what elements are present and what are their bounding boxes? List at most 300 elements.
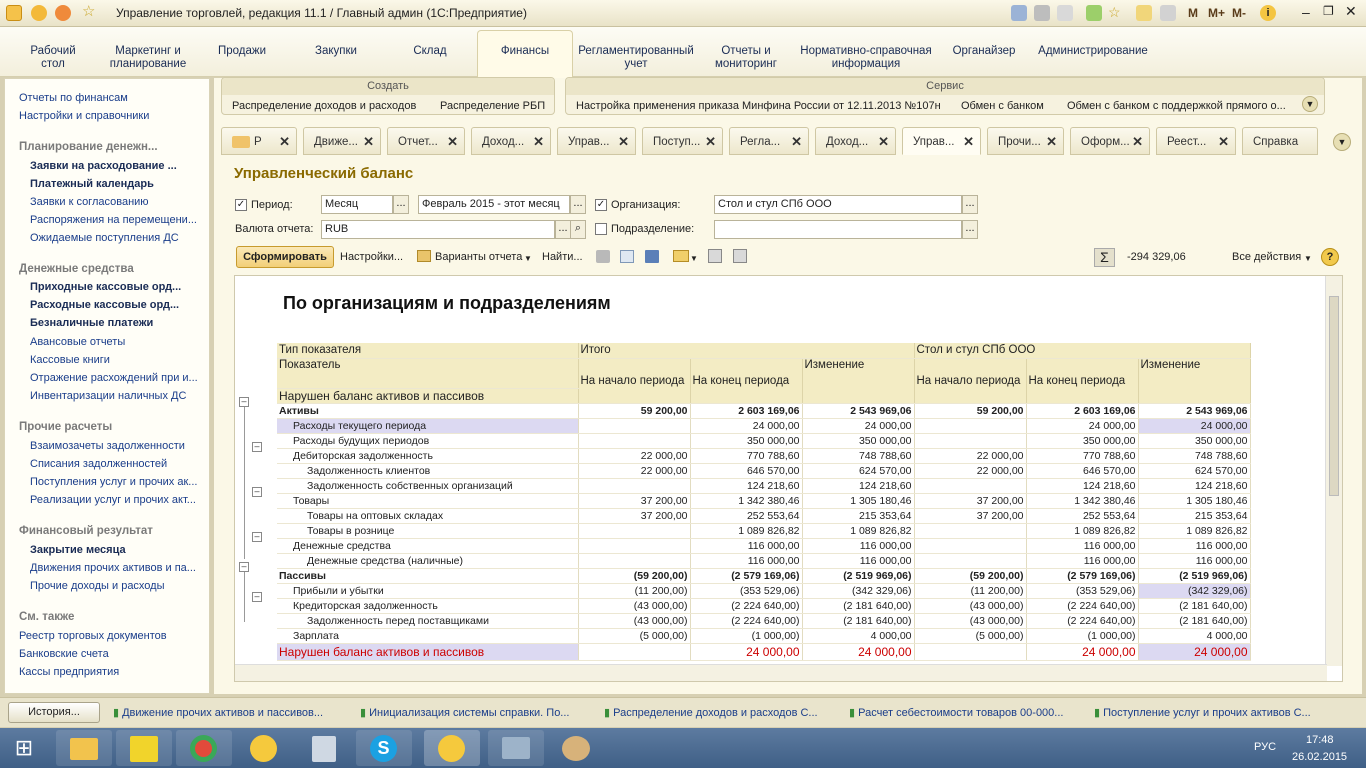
report-spreadsheet[interactable] bbox=[234, 275, 1343, 682]
preview-icon[interactable] bbox=[1057, 5, 1073, 21]
cell bbox=[914, 643, 1026, 660]
tree-line bbox=[244, 572, 245, 622]
close-tab-icon[interactable]: ✕ bbox=[1132, 134, 1143, 149]
table-row bbox=[277, 598, 1250, 613]
sidebar-item[interactable]: Ожидаемые поступления ДС bbox=[30, 232, 179, 244]
report-variants-button[interactable]: Варианты отчета bbox=[435, 251, 523, 263]
period-range-field[interactable]: Февраль 2015 - этот месяц bbox=[418, 195, 570, 214]
settings-button[interactable]: Настройки... bbox=[340, 251, 404, 263]
sidebar-item[interactable]: Движения прочих активов и па... bbox=[30, 562, 196, 574]
section-organizer[interactable]: Органайзер bbox=[952, 45, 1016, 57]
navigation-sidebar bbox=[4, 78, 210, 694]
cell: 124 218,60 bbox=[1026, 478, 1138, 493]
tab[interactable]: Оформ... ✕ bbox=[1070, 127, 1150, 155]
sidebar-item[interactable]: Приходные кассовые орд... bbox=[30, 281, 182, 293]
clock-time[interactable]: 17:48 bbox=[1306, 734, 1334, 746]
sidebar-item[interactable]: Списания задолженностей bbox=[30, 458, 168, 470]
expand-groups-icon[interactable] bbox=[708, 249, 722, 263]
sum-icon[interactable]: Σ bbox=[1094, 248, 1115, 267]
header-cell: Изменение bbox=[802, 358, 914, 403]
header-cell: Изменение bbox=[1138, 358, 1250, 403]
sections-panel bbox=[0, 27, 1366, 77]
all-actions-button[interactable]: Все действия bbox=[1232, 251, 1302, 263]
table-row bbox=[277, 403, 1250, 418]
report-variants-icon bbox=[417, 250, 431, 262]
sidebar-item[interactable]: Отчеты по финансам bbox=[19, 92, 128, 104]
service-link[interactable]: Обмен с банком с поддержкой прямого о... bbox=[1067, 100, 1286, 112]
create-panel bbox=[221, 77, 555, 115]
table-row bbox=[277, 613, 1250, 628]
cell: Активы bbox=[277, 403, 578, 418]
tabs-chevron-down-icon[interactable]: ▼ bbox=[1333, 133, 1351, 151]
close-icon[interactable]: ✕ bbox=[1345, 3, 1357, 19]
cell bbox=[914, 433, 1026, 448]
open-window-item[interactable]: ▮ Распределение доходов и расходов С... bbox=[604, 707, 818, 719]
1c-app-icon[interactable] bbox=[236, 730, 292, 766]
history-button[interactable]: История... bbox=[8, 702, 100, 723]
organization-select-button[interactable]: ... bbox=[962, 195, 978, 214]
collapse-group-icon[interactable]: – bbox=[239, 397, 249, 407]
cell: 24 000,00 bbox=[802, 643, 914, 660]
close-tab-icon[interactable]: ✕ bbox=[279, 134, 290, 149]
sidebar-item[interactable]: Взаимозачеты задолженности bbox=[30, 440, 185, 452]
document-icon: ▮ bbox=[604, 707, 614, 719]
cell: Кредиторская задолженность bbox=[277, 598, 578, 613]
tab[interactable]: Справка bbox=[1242, 127, 1318, 155]
generate-report-button[interactable]: Сформировать bbox=[236, 246, 334, 268]
cell: 37 200,00 bbox=[578, 493, 690, 508]
cell: 37 200,00 bbox=[578, 508, 690, 523]
section-sales[interactable]: Продажи bbox=[217, 45, 267, 57]
chevron-down-icon[interactable]: ▼ bbox=[690, 254, 698, 263]
cell bbox=[914, 538, 1026, 553]
cell: Денежные средства bbox=[277, 538, 578, 553]
subdivision-label: Подразделение: bbox=[611, 223, 695, 235]
cell bbox=[578, 643, 690, 660]
cell: (2 181 640,00) bbox=[802, 613, 914, 628]
cell: 1 342 380,46 bbox=[1026, 493, 1138, 508]
find-button[interactable]: Найти... bbox=[542, 251, 583, 263]
maximize-icon[interactable]: ❐ bbox=[1323, 4, 1334, 18]
cell: 2 543 969,06 bbox=[1138, 403, 1250, 418]
scroll-thumb[interactable] bbox=[1329, 296, 1339, 496]
cell: (59 200,00) bbox=[914, 568, 1026, 583]
vertical-scrollbar[interactable] bbox=[1325, 276, 1342, 666]
sidebar-item[interactable]: Закрытие месяца bbox=[30, 544, 126, 556]
section-finance[interactable]: Финансы bbox=[477, 30, 573, 78]
sidebar-item[interactable]: Распоряжения на перемещени... bbox=[30, 214, 197, 226]
chevron-down-icon[interactable]: ▼ bbox=[1304, 254, 1312, 263]
cell: (2 224 640,00) bbox=[1026, 613, 1138, 628]
cell: Расходы текущего периода bbox=[277, 418, 578, 433]
header-cell: На начало периода bbox=[914, 358, 1026, 403]
tab[interactable]: Доход... ✕ bbox=[471, 127, 551, 155]
open-window-item[interactable]: ▮ Расчет себестоимости товаров 00-000... bbox=[849, 707, 1064, 719]
bookmark-star-icon[interactable]: ☆ bbox=[1108, 4, 1121, 20]
cell: Товары в рознице bbox=[277, 523, 578, 538]
sidebar-item[interactable]: Платежный календарь bbox=[30, 178, 154, 190]
cell: 1 305 180,46 bbox=[802, 493, 914, 508]
language-indicator[interactable]: РУС bbox=[1254, 741, 1277, 753]
cell bbox=[578, 523, 690, 538]
header-cell: На конец периода bbox=[1026, 358, 1138, 403]
windows-start-icon[interactable]: ⊞ bbox=[14, 735, 34, 760]
file-explorer-icon[interactable] bbox=[56, 730, 112, 766]
cell: Пассивы bbox=[277, 568, 578, 583]
open-window-item[interactable]: ▮ Инициализация системы справки. По... bbox=[360, 707, 570, 719]
cell: (2 224 640,00) bbox=[1026, 598, 1138, 613]
service-link[interactable]: Обмен с банком bbox=[961, 100, 1044, 112]
cell: (2 579 169,06) bbox=[1026, 568, 1138, 583]
create-rbp-link[interactable]: Распределение РБП bbox=[440, 100, 546, 112]
sidebar-item[interactable]: Банковские счета bbox=[19, 648, 109, 660]
window-title: Управление торговлей, редакция 11.1 / Главный админ (1С:Предприятие) bbox=[116, 6, 527, 20]
cell: (1 000,00) bbox=[690, 628, 802, 643]
sidebar-item[interactable]: Кассы предприятия bbox=[19, 666, 120, 678]
close-tab-icon[interactable]: ✕ bbox=[878, 134, 889, 149]
cell: (2 579 169,06) bbox=[690, 568, 802, 583]
service-panel bbox=[565, 77, 1325, 115]
tab[interactable]: Отчет... ✕ bbox=[387, 127, 465, 155]
calculator-app-icon[interactable] bbox=[296, 730, 352, 766]
period-type-select-button[interactable]: ... bbox=[393, 195, 409, 214]
close-tab-icon[interactable]: ✕ bbox=[963, 134, 974, 149]
currency-field[interactable]: RUB bbox=[321, 220, 555, 239]
organization-checkbox[interactable]: ✓ bbox=[596, 199, 606, 210]
tab[interactable]: Реест... ✕ bbox=[1156, 127, 1236, 155]
cell: 2 603 169,06 bbox=[690, 403, 802, 418]
collapse-group-icon[interactable]: – bbox=[252, 442, 262, 452]
cell: Задолженность собственных организаций bbox=[277, 478, 578, 493]
cell: 116 000,00 bbox=[690, 553, 802, 568]
document-icon: ▮ bbox=[360, 707, 370, 719]
cell: 59 200,00 bbox=[914, 403, 1026, 418]
cell bbox=[578, 553, 690, 568]
cell: Дебиторская задолженность bbox=[277, 448, 578, 463]
cell: (2 224 640,00) bbox=[690, 598, 802, 613]
cell: 624 570,00 bbox=[1138, 463, 1250, 478]
calculator-icon[interactable] bbox=[1160, 5, 1176, 21]
chrome-icon[interactable] bbox=[176, 730, 232, 766]
history-forward-icon[interactable] bbox=[1086, 5, 1102, 21]
table-row bbox=[277, 538, 1250, 553]
section-reports[interactable]: Отчеты и мониторинг bbox=[715, 45, 777, 70]
search-icon[interactable]: ⌕ bbox=[570, 220, 586, 239]
sidebar-item[interactable]: Инвентаризации наличных ДС bbox=[30, 390, 187, 402]
tab-active[interactable]: Управ... ✕ bbox=[902, 127, 981, 155]
cell: 350 000,00 bbox=[690, 433, 802, 448]
save-icon[interactable] bbox=[645, 250, 659, 263]
cell: (342 329,06) bbox=[802, 583, 914, 598]
section-reference-info[interactable]: Нормативно-справочная информация bbox=[800, 45, 932, 70]
organization-label: Организация: bbox=[611, 199, 681, 211]
chevron-down-icon[interactable]: ▼ bbox=[1302, 96, 1318, 112]
cell: 124 218,60 bbox=[1138, 478, 1250, 493]
sidebar-item[interactable]: Отражение расхождений при и... bbox=[30, 372, 198, 384]
open-window-item[interactable]: ▮ Движение прочих активов и пассивов... bbox=[113, 707, 324, 719]
cell: (11 200,00) bbox=[914, 583, 1026, 598]
table-row bbox=[277, 583, 1250, 598]
calendar-icon[interactable] bbox=[1136, 5, 1152, 21]
cell: 124 218,60 bbox=[690, 478, 802, 493]
table-row bbox=[277, 553, 1250, 568]
menu-dropdown-icon[interactable] bbox=[31, 5, 47, 21]
cell: 215 353,64 bbox=[1138, 508, 1250, 523]
section-purchases[interactable]: Закупки bbox=[315, 45, 357, 57]
cell: Задолженность клиентов bbox=[277, 463, 578, 478]
tab[interactable]: Р ✕ bbox=[221, 127, 297, 155]
close-tab-icon[interactable]: ✕ bbox=[447, 134, 458, 149]
cell bbox=[578, 538, 690, 553]
tab[interactable]: Управ... ✕ bbox=[557, 127, 636, 155]
section-administration[interactable]: Администрирование bbox=[1038, 45, 1148, 57]
chevron-down-icon[interactable]: ▼ bbox=[524, 254, 532, 263]
horizontal-scrollbar[interactable] bbox=[235, 664, 1327, 681]
cell: (353 529,06) bbox=[1026, 583, 1138, 598]
sidebar-item[interactable]: Расходные кассовые орд... bbox=[30, 299, 180, 311]
tab[interactable]: Поступ... ✕ bbox=[642, 127, 723, 155]
sidebar-group-title: Финансовый результат bbox=[19, 525, 153, 537]
cell: 2 543 969,06 bbox=[802, 403, 914, 418]
cell: 24 000,00 bbox=[1026, 643, 1138, 660]
close-tab-icon[interactable]: ✕ bbox=[1046, 134, 1057, 149]
tab[interactable]: Прочи... ✕ bbox=[987, 127, 1064, 155]
cell: 22 000,00 bbox=[914, 448, 1026, 463]
sidebar-group-title: Прочие расчеты bbox=[19, 421, 113, 433]
cell: (2 224 640,00) bbox=[690, 613, 802, 628]
cell: (1 000,00) bbox=[1026, 628, 1138, 643]
cell: Денежные средства (наличные) bbox=[277, 553, 578, 568]
document-icon: ▮ bbox=[849, 707, 859, 719]
collapse-group-icon[interactable]: – bbox=[239, 562, 249, 572]
cell: 770 788,60 bbox=[690, 448, 802, 463]
sidebar-group-title: Денежные средства bbox=[19, 263, 134, 275]
collapse-groups-icon[interactable] bbox=[733, 249, 747, 263]
cell bbox=[578, 478, 690, 493]
cell: (2 181 640,00) bbox=[802, 598, 914, 613]
period-range-select-button[interactable]: ... bbox=[570, 195, 586, 214]
collapse-group-icon[interactable]: – bbox=[252, 592, 262, 602]
cell: 24 000,00 bbox=[1138, 643, 1250, 660]
cell: 37 200,00 bbox=[914, 508, 1026, 523]
cell: 24 000,00 bbox=[802, 418, 914, 433]
help-icon[interactable]: ? bbox=[1321, 248, 1339, 266]
skype-icon[interactable]: S bbox=[356, 730, 412, 766]
tab[interactable]: Движе... ✕ bbox=[303, 127, 381, 155]
table-row bbox=[277, 508, 1250, 523]
cell: 59 200,00 bbox=[578, 403, 690, 418]
cell: 2 603 169,06 bbox=[1026, 403, 1138, 418]
section-marketing[interactable]: Маркетинг и планирование bbox=[109, 45, 187, 70]
save-icon[interactable] bbox=[1011, 5, 1027, 21]
cell: (43 000,00) bbox=[914, 598, 1026, 613]
open-window-item[interactable]: ▮ Поступление услуг и прочих активов С... bbox=[1094, 707, 1311, 719]
remote-desktop-icon[interactable] bbox=[488, 730, 544, 766]
collapse-group-icon[interactable]: – bbox=[252, 487, 262, 497]
cell: 24 000,00 bbox=[1138, 418, 1250, 433]
cell: 1 089 826,82 bbox=[1026, 523, 1138, 538]
form-title: Управленческий баланс bbox=[234, 165, 414, 182]
cell: 748 788,60 bbox=[1138, 448, 1250, 463]
subdivision-select-button[interactable]: ... bbox=[962, 220, 978, 239]
sidebar-item[interactable]: Настройки и справочники bbox=[19, 110, 150, 122]
window-titlebar bbox=[0, 0, 1366, 27]
print-icon[interactable] bbox=[596, 250, 610, 263]
section-warehouse[interactable]: Склад bbox=[413, 45, 447, 57]
cell: (5 000,00) bbox=[578, 628, 690, 643]
cell: 646 570,00 bbox=[1026, 463, 1138, 478]
cell bbox=[578, 433, 690, 448]
header-cell: Стол и стул СПб ООО bbox=[914, 343, 1250, 358]
report-table bbox=[277, 343, 1251, 661]
period-type-field[interactable]: Месяц bbox=[321, 195, 393, 214]
favorites-star-icon[interactable]: ☆ bbox=[82, 3, 96, 20]
subdivision-field[interactable] bbox=[714, 220, 962, 239]
preview-icon[interactable] bbox=[620, 250, 634, 263]
batman-app-icon[interactable] bbox=[116, 730, 172, 766]
table-row bbox=[277, 478, 1250, 493]
cell: 4 000,00 bbox=[802, 628, 914, 643]
cell: 4 000,00 bbox=[1138, 628, 1250, 643]
memory-minus-button[interactable]: M- bbox=[1232, 6, 1246, 20]
table-row bbox=[277, 463, 1250, 478]
app-logo-icon[interactable] bbox=[6, 5, 22, 21]
cell: Товары на оптовых складах bbox=[277, 508, 578, 523]
cell: 116 000,00 bbox=[1026, 553, 1138, 568]
table-row bbox=[277, 448, 1250, 463]
table-row bbox=[277, 418, 1250, 433]
header-cell: Нарушен баланс активов и пассивов bbox=[277, 388, 578, 403]
service-link[interactable]: Настройка применения приказа Минфина России от 12.11.2013 №107н bbox=[576, 100, 941, 112]
service-panel-title: Сервис bbox=[566, 78, 1324, 95]
cell: 748 788,60 bbox=[802, 448, 914, 463]
close-app-icon[interactable] bbox=[55, 5, 71, 21]
create-distribution-link[interactable]: Распределение доходов и расходов bbox=[232, 100, 417, 112]
period-checkbox[interactable]: ✓ bbox=[236, 199, 246, 210]
sidebar-item[interactable]: Прочие доходы и расходы bbox=[30, 580, 165, 592]
close-tab-icon[interactable]: ✕ bbox=[618, 134, 629, 149]
close-tab-icon[interactable]: ✕ bbox=[533, 134, 544, 149]
cell: 1 089 826,82 bbox=[802, 523, 914, 538]
collapse-group-icon[interactable]: – bbox=[252, 532, 262, 542]
paint-icon[interactable] bbox=[548, 730, 604, 766]
close-tab-icon[interactable]: ✕ bbox=[1218, 134, 1229, 149]
cell: 124 218,60 bbox=[802, 478, 914, 493]
header-cell: На начало периода bbox=[578, 358, 690, 403]
close-tab-icon[interactable]: ✕ bbox=[363, 134, 374, 149]
cell: 1 089 826,82 bbox=[1138, 523, 1250, 538]
cell: 624 570,00 bbox=[802, 463, 914, 478]
cell: (353 529,06) bbox=[690, 583, 802, 598]
cell: 350 000,00 bbox=[1138, 433, 1250, 448]
cell: (43 000,00) bbox=[578, 598, 690, 613]
cell: Нарушен баланс активов и пассивов bbox=[277, 643, 578, 660]
cell: Прибыли и убытки bbox=[277, 583, 578, 598]
cell: 24 000,00 bbox=[1026, 418, 1138, 433]
cell: 252 553,64 bbox=[1026, 508, 1138, 523]
cell: (43 000,00) bbox=[578, 613, 690, 628]
cell: (5 000,00) bbox=[914, 628, 1026, 643]
organization-field[interactable]: Стол и стул СПб ООО bbox=[714, 195, 962, 214]
close-tab-icon[interactable]: ✕ bbox=[791, 134, 802, 149]
sidebar-item[interactable]: Заявки на расходование ... bbox=[30, 160, 177, 172]
cell: 116 000,00 bbox=[1138, 538, 1250, 553]
cell: 116 000,00 bbox=[802, 538, 914, 553]
cell: 116 000,00 bbox=[1026, 538, 1138, 553]
cell: (2 181 640,00) bbox=[1138, 613, 1250, 628]
sidebar-item[interactable]: Поступления услуг и прочих ак... bbox=[30, 476, 198, 488]
cell: 24 000,00 bbox=[690, 643, 802, 660]
cell bbox=[914, 478, 1026, 493]
memory-m-button[interactable]: M bbox=[1188, 6, 1198, 20]
table-row bbox=[277, 523, 1250, 538]
header-cell: Итого bbox=[578, 343, 914, 358]
sidebar-item[interactable]: Кассовые книги bbox=[30, 354, 110, 366]
info-icon[interactable]: i bbox=[1260, 5, 1276, 21]
close-tab-icon[interactable]: ✕ bbox=[705, 134, 716, 149]
1c-running-icon[interactable] bbox=[424, 730, 480, 766]
cell bbox=[914, 523, 1026, 538]
cell: 646 570,00 bbox=[690, 463, 802, 478]
cell bbox=[914, 553, 1026, 568]
document-icon: ▮ bbox=[1094, 707, 1104, 719]
period-label: Период: bbox=[251, 199, 293, 211]
tab[interactable]: Регла... ✕ bbox=[729, 127, 809, 155]
cell: Задолженность перед поставщиками bbox=[277, 613, 578, 628]
cell: 1 342 380,46 bbox=[690, 493, 802, 508]
report-title: По организациям и подразделениям bbox=[283, 293, 611, 313]
sum-value: -294 329,06 bbox=[1127, 251, 1186, 263]
cell: Расходы будущих периодов bbox=[277, 433, 578, 448]
cell: 252 553,64 bbox=[690, 508, 802, 523]
header-cell: На конец периода bbox=[690, 358, 802, 403]
memory-plus-button[interactable]: M+ bbox=[1208, 6, 1226, 20]
sidebar-item[interactable]: Реестр торговых документов bbox=[19, 630, 167, 642]
tree-line bbox=[244, 407, 245, 559]
clock-date[interactable]: 26.02.2015 bbox=[1292, 751, 1348, 763]
tab[interactable]: Доход... ✕ bbox=[815, 127, 896, 155]
section-regulated-accounting[interactable]: Регламентированный учет bbox=[578, 45, 694, 70]
sidebar-item[interactable]: Безналичные платежи bbox=[30, 317, 154, 329]
cell: 770 788,60 bbox=[1026, 448, 1138, 463]
sidebar-item[interactable]: Реализации услуг и прочих акт... bbox=[30, 494, 196, 506]
sidebar-item[interactable]: Авансовые отчеты bbox=[30, 336, 126, 348]
email-icon[interactable] bbox=[673, 250, 689, 262]
cell bbox=[914, 418, 1026, 433]
cell: 116 000,00 bbox=[802, 553, 914, 568]
cell: 1 305 180,46 bbox=[1138, 493, 1250, 508]
print-icon[interactable] bbox=[1034, 5, 1050, 21]
cell: (2 519 969,06) bbox=[1138, 568, 1250, 583]
section-desktop[interactable]: Рабочий стол bbox=[30, 45, 76, 70]
cell: 350 000,00 bbox=[802, 433, 914, 448]
currency-select-button[interactable]: ... bbox=[555, 220, 571, 239]
document-icon: ▮ bbox=[113, 707, 123, 719]
cell: 37 200,00 bbox=[914, 493, 1026, 508]
sidebar-item[interactable]: Заявки к согласованию bbox=[30, 196, 149, 208]
table-row bbox=[277, 643, 1250, 660]
cell: 22 000,00 bbox=[578, 448, 690, 463]
table-row bbox=[277, 568, 1250, 583]
cell: 24 000,00 bbox=[690, 418, 802, 433]
cell: 116 000,00 bbox=[690, 538, 802, 553]
subdivision-checkbox[interactable] bbox=[595, 223, 607, 235]
cell: (2 519 969,06) bbox=[802, 568, 914, 583]
cell: 1 089 826,82 bbox=[690, 523, 802, 538]
cell: (43 000,00) bbox=[914, 613, 1026, 628]
minimize-icon[interactable]: – bbox=[1302, 4, 1310, 20]
cell: 350 000,00 bbox=[1026, 433, 1138, 448]
